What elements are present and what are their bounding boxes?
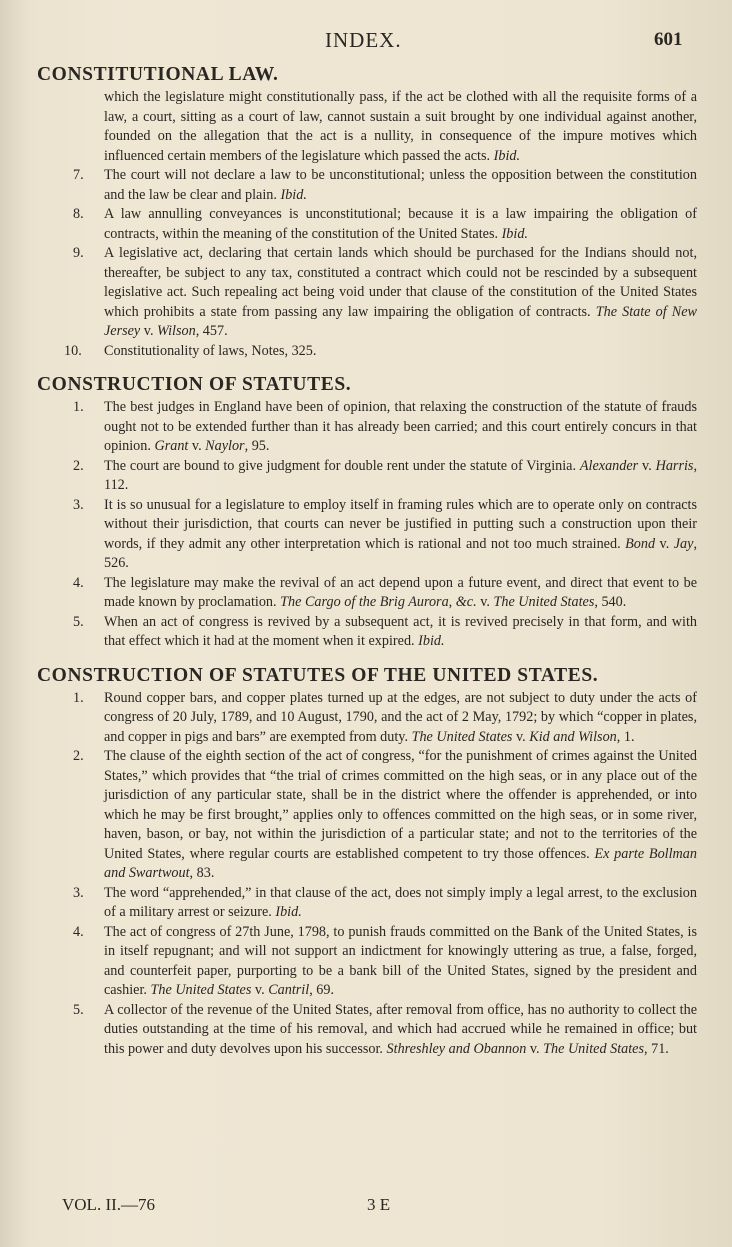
index-section bbox=[37, 372, 697, 652]
case-citation: Ibid. bbox=[418, 633, 445, 649]
case-citation-party: The United States bbox=[543, 1040, 644, 1057]
case-citation: Ibid. bbox=[275, 904, 302, 920]
index-entry bbox=[37, 1001, 697, 1060]
index-entry bbox=[37, 689, 697, 748]
case-citation: Ex parte Bollman and Swartwout bbox=[104, 845, 697, 881]
entry-number: 2. bbox=[73, 748, 84, 764]
entry-number: 8. bbox=[73, 206, 84, 222]
versus-mark: v. bbox=[476, 594, 494, 610]
versus-mark: v. bbox=[140, 323, 158, 339]
entry-number: 3. bbox=[73, 496, 84, 513]
case-citation: Ibid. bbox=[501, 225, 528, 242]
entry-number: 3. bbox=[73, 884, 84, 901]
entry-number: 9. bbox=[73, 245, 84, 261]
index-entry bbox=[37, 496, 697, 574]
entry-number: 5. bbox=[73, 613, 84, 630]
entry-text: It is so unusual for a legislature to employ itself in framing rules which are to operate only on contracts without their jurisdiction, that courts can never be justified in putting such a construction upon their words, if they admit any other interpretation which is rational and not too much strained. bbox=[104, 496, 697, 552]
index-entry bbox=[37, 244, 697, 342]
entry-text: The best judges in England have been of opinion, that relaxing the construction of the statute of frauds ought not to be extended further than it has already been carried; and this court entirely concurs in that opinion. bbox=[104, 399, 697, 454]
page-reference: , 83. bbox=[189, 865, 215, 881]
case-citation: Sthreshley and Obannon bbox=[386, 1040, 527, 1057]
case-citation: Bond bbox=[625, 535, 656, 552]
index-section bbox=[37, 663, 697, 1060]
volume-mark: VOL. II.—76 bbox=[62, 1195, 156, 1214]
case-citation-party: Kid and Wilson bbox=[529, 728, 617, 745]
index-entry bbox=[37, 747, 697, 884]
entry-text: A law annulling conveyances is unconstitutional; because it is a law impairing the obligation of contracts, within the meaning of the constitution of the United States. bbox=[104, 206, 697, 242]
index-entry bbox=[37, 166, 697, 205]
case-citation: Ibid. bbox=[280, 186, 307, 203]
versus-mark: v. bbox=[188, 438, 206, 454]
entry-text: Constitutionality of laws, Notes, 325. bbox=[104, 342, 317, 359]
entry-text: The court will not declare a law to be unconstitutional; unless the opposition between the constitution and the law be clear and plain. bbox=[104, 167, 697, 203]
page-number: 601 bbox=[654, 29, 683, 50]
versus-mark: v. bbox=[512, 728, 530, 745]
case-citation-party: Cantril bbox=[268, 982, 310, 998]
index-content bbox=[37, 62, 697, 1070]
case-citation-party: Jay bbox=[673, 535, 694, 552]
index-entry bbox=[37, 613, 697, 652]
page-reference: , 112. bbox=[104, 457, 697, 493]
running-head bbox=[0, 28, 732, 58]
case-citation: Ibid. bbox=[493, 147, 521, 164]
index-entry bbox=[37, 205, 697, 244]
case-citation: The United States bbox=[411, 728, 513, 745]
versus-mark: v. bbox=[526, 1040, 544, 1057]
section-heading: CONSTITUTIONAL LAW. bbox=[37, 64, 279, 85]
running-head-title: INDEX. bbox=[325, 28, 402, 52]
page-reference: , 69. bbox=[309, 982, 335, 998]
entry-text: The clause of the eighth section of the act of congress, “for the punishment of crimes against the United States,” which provides that “the trial of crimes committed on the high seas, or in any place out of the jurisdiction of any particular state, shall be in the district where the offender is apprehended, or into which he may be first brought,” applies only to offences committed on the high seas, or in some river, haven, bason, or bay, not within the jurisdiction of a particular state; and not to the territories of the United States, where regular courts are established competent to try those offences. bbox=[104, 748, 697, 862]
entry-text: which the legislature might constitutionally pass, if the act be clothed with all the requisite forms of a law, a court, sitting as a court of law, cannot sustain a suit brought by one individual against another, founded on the allegation that the act is a nullity, in consequence of the impure motives which influenced certain members of the legislature which passed the acts. bbox=[104, 89, 697, 164]
case-citation-party: Harris bbox=[655, 457, 694, 474]
entry-number: 4. bbox=[73, 574, 84, 591]
entry-text: When an act of congress is revived by a subsequent act, it is revived precisely in that form, and with that effect which it had at the moment when it expired. bbox=[104, 613, 697, 649]
index-entry bbox=[37, 574, 697, 613]
entry-number: 1. bbox=[73, 399, 84, 415]
case-citation: Grant bbox=[154, 438, 189, 454]
entry-text: The word “apprehended,” in that clause of the act, does not simply imply a legal arrest, to the exclusion of a military arrest or seizure. bbox=[104, 884, 697, 920]
index-entry bbox=[37, 88, 697, 166]
entry-text: Round copper bars, and copper plates turned up at the edges, are not subject to duty under the acts of congress of 20 July, 1789, and 10 August, 1790, and the act of 2 May, 1792; by which “copper in plates, and copper in pigs and bars” are exempted from duty. bbox=[104, 689, 697, 745]
page-reference: , 540. bbox=[594, 594, 627, 610]
index-entry bbox=[37, 923, 697, 1001]
case-citation: The State of New Jersey bbox=[104, 303, 697, 339]
page-reference: , 457. bbox=[195, 323, 228, 339]
index-entry bbox=[37, 342, 697, 362]
case-citation: The United States bbox=[150, 982, 252, 998]
entry-number: 1. bbox=[73, 689, 84, 706]
case-citation: Alexander bbox=[579, 457, 639, 474]
index-section bbox=[37, 62, 697, 361]
case-citation: The Cargo of the Brig Aurora, &c. bbox=[280, 594, 477, 610]
section-heading: CONSTRUCTION OF STATUTES OF THE UNITED STATES. bbox=[37, 664, 599, 686]
page-footer bbox=[62, 1195, 662, 1219]
index-entry bbox=[37, 884, 697, 923]
case-citation-party: Naylor bbox=[205, 438, 245, 454]
entry-number: 10. bbox=[64, 342, 82, 359]
entry-number: 5. bbox=[73, 1001, 84, 1018]
entry-number: 2. bbox=[73, 457, 84, 474]
page-reference: , 71. bbox=[644, 1040, 669, 1057]
index-entry bbox=[37, 457, 697, 496]
case-citation-party: Wilson bbox=[157, 323, 196, 339]
index-entry bbox=[37, 398, 697, 457]
entry-number: 4. bbox=[73, 923, 84, 940]
section-heading: CONSTRUCTION OF STATUTES. bbox=[37, 374, 352, 395]
entry-text: A collector of the revenue of the United States, after removal from office, has no authority to collect the duties outstanding at the time of his removal, and which had accrued while he remained in office; but this power and duty devolves upon his successor. bbox=[104, 1001, 697, 1057]
entry-text: A legislative act, declaring that certain lands which should be purchased for the Indians should not, thereafter, be subject to any tax, constituted a contract which could not be rescinded by a subsequent legislative act. Such repealing act being void under that clause of the constitution of the United States which prohibits a state from passing any law impairing the obligation of contracts. bbox=[104, 245, 697, 320]
page-reference: , 526. bbox=[104, 535, 697, 571]
entry-text: The court are bound to give judgment for double rent under the statute of Virginia. bbox=[104, 457, 577, 474]
versus-mark: v. bbox=[251, 982, 269, 998]
entry-text: The act of congress of 27th June, 1798, to punish frauds committed on the Bank of the United States, is in itself repugnant; and will not support an indictment for knowingly uttering as true, a false, forged, and counterfeit paper, purporting to be a bank bill of the United States, signed by the president and cashier. bbox=[104, 923, 697, 998]
entry-text: The legislature may make the revival of an act depend upon a future event, and direct that event to be made known by proclamation. bbox=[104, 574, 697, 610]
page-reference: , 1. bbox=[616, 728, 635, 745]
case-citation-party: The United States bbox=[493, 594, 595, 610]
versus-mark: v. bbox=[638, 457, 656, 474]
versus-mark: v. bbox=[655, 535, 674, 552]
entry-number: 7. bbox=[73, 167, 84, 183]
page-reference: , 95. bbox=[244, 438, 270, 454]
signature-mark: 3 E bbox=[367, 1195, 391, 1214]
